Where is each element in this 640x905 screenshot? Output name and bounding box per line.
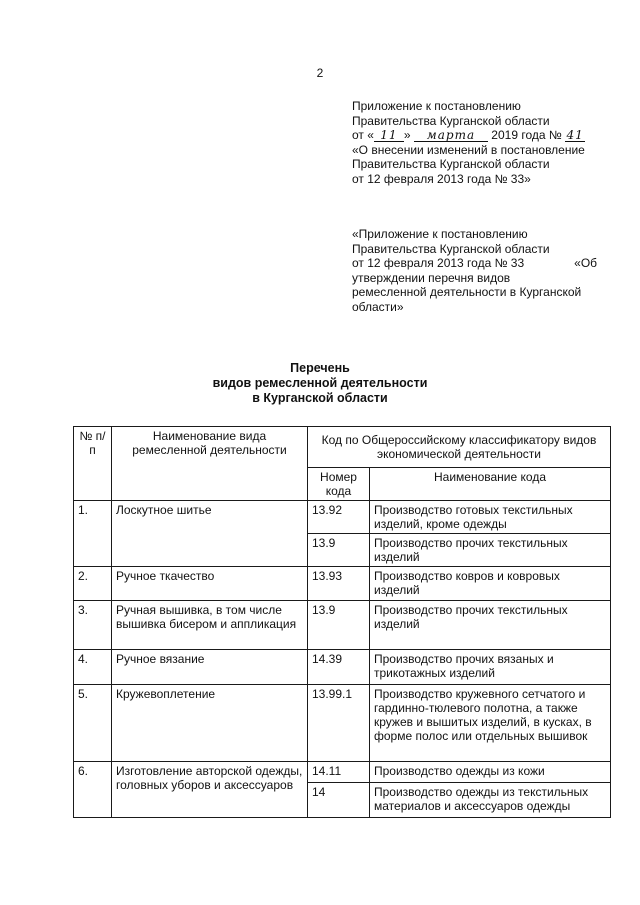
appendix-header-amendment xyxy=(352,99,614,187)
row-code-name: Производство прочих текстильных изделий xyxy=(370,601,611,650)
row-code: 13.9 xyxy=(308,534,370,567)
table-row xyxy=(74,601,611,650)
date-prefix: от « xyxy=(352,128,374,143)
appendix-line-part: от 12 февраля 2013 года № 33 xyxy=(352,256,525,271)
appendix-line: «Приложение к постановлению xyxy=(352,227,528,241)
title-line: Перечень xyxy=(290,361,350,375)
title-line: видов ремесленной деятельности xyxy=(212,376,428,390)
row-code-name: Производство кружевного сетчатого и гардинно-тюлевого полотна, а также кружев и вышитых изделий, в кусках, в форме полос или отдельных вышивок xyxy=(370,685,611,762)
row-code: 14.39 xyxy=(308,650,370,685)
row-num: 5. xyxy=(74,685,112,762)
handwritten-number: 41 xyxy=(566,128,584,143)
appendix-line: области» xyxy=(352,299,404,314)
table-row xyxy=(74,567,611,601)
row-code: 13.92 xyxy=(308,501,370,534)
handwritten-day: 11 xyxy=(374,130,404,142)
handwritten-month: марта xyxy=(414,130,488,142)
row-code-name: Производство готовых текстильных изделий, кроме одежды xyxy=(370,501,611,534)
row-code: 13.99.1 xyxy=(308,685,370,762)
title-line: в Курганской области xyxy=(252,391,388,405)
row-name: Ручная вышивка, в том числе вышивка бисером и аппликация xyxy=(112,601,308,650)
row-code-name: Производство прочих вязаных и трикотажных изделий xyxy=(370,650,611,685)
appendix-line: Правительства Курганской области xyxy=(352,157,550,172)
appendix-line: «О внесении изменений в постановление xyxy=(352,142,585,157)
row-name: Изготовление авторской одежды, головных уборов и аксессуаров xyxy=(112,762,308,818)
row-num: 3. xyxy=(74,601,112,650)
row-code: 14 xyxy=(308,783,370,818)
appendix-line xyxy=(352,256,614,271)
appendix-header-original xyxy=(352,227,614,315)
row-name: Лоскутное шитье xyxy=(112,501,308,567)
appendix-line: Приложение к постановлению xyxy=(352,99,521,113)
row-code: 14.11 xyxy=(308,762,370,783)
appendix-line: Правительства Курганской области xyxy=(352,113,550,128)
row-num: 6. xyxy=(74,762,112,818)
header-name: Наименование вида ремесленной деятельности xyxy=(112,427,308,501)
row-code-name: Производство прочих текстильных изделий xyxy=(370,534,611,567)
appendix-date-line xyxy=(352,128,614,143)
date-year: 2019 года № xyxy=(491,128,562,143)
row-code-name: Производство одежды из кожи xyxy=(370,762,611,783)
page-number: 2 xyxy=(316,66,324,80)
table-row xyxy=(74,685,611,762)
appendix-line: утверждении перечня видов xyxy=(352,270,511,285)
document-title xyxy=(0,361,640,406)
row-num: 1. xyxy=(74,501,112,567)
row-code: 13.9 xyxy=(308,601,370,650)
row-code: 13.93 xyxy=(308,567,370,601)
header-code-num: Номер кода xyxy=(308,468,370,501)
row-num: 2. xyxy=(74,567,112,601)
table-row xyxy=(74,650,611,685)
row-code-name: Производство одежды из текстильных материалов и аксессуаров одежды xyxy=(370,783,611,818)
table-row xyxy=(74,762,611,783)
header-code-name: Наименование кода xyxy=(370,468,611,501)
appendix-line-part: «Об xyxy=(574,256,598,271)
crafts-table xyxy=(73,426,611,818)
row-code-name: Производство ковров и ковровых изделий xyxy=(370,567,611,601)
row-name: Ручное ткачество xyxy=(112,567,308,601)
date-mid: » xyxy=(403,128,411,143)
header-num: № п/п xyxy=(74,427,112,501)
appendix-line: ремесленной деятельности в Курганской xyxy=(352,285,582,300)
table-row xyxy=(74,501,611,534)
row-num: 4. xyxy=(74,650,112,685)
appendix-line: Правительства Курганской области xyxy=(352,241,550,256)
table-header-row xyxy=(74,427,611,468)
appendix-line: от 12 февраля 2013 года № 33» xyxy=(352,171,531,186)
header-okved: Код по Общероссийскому классификатору видов экономической деятельности xyxy=(308,427,611,468)
row-name: Ручное вязание xyxy=(112,650,308,685)
row-name: Кружевоплетение xyxy=(112,685,308,762)
